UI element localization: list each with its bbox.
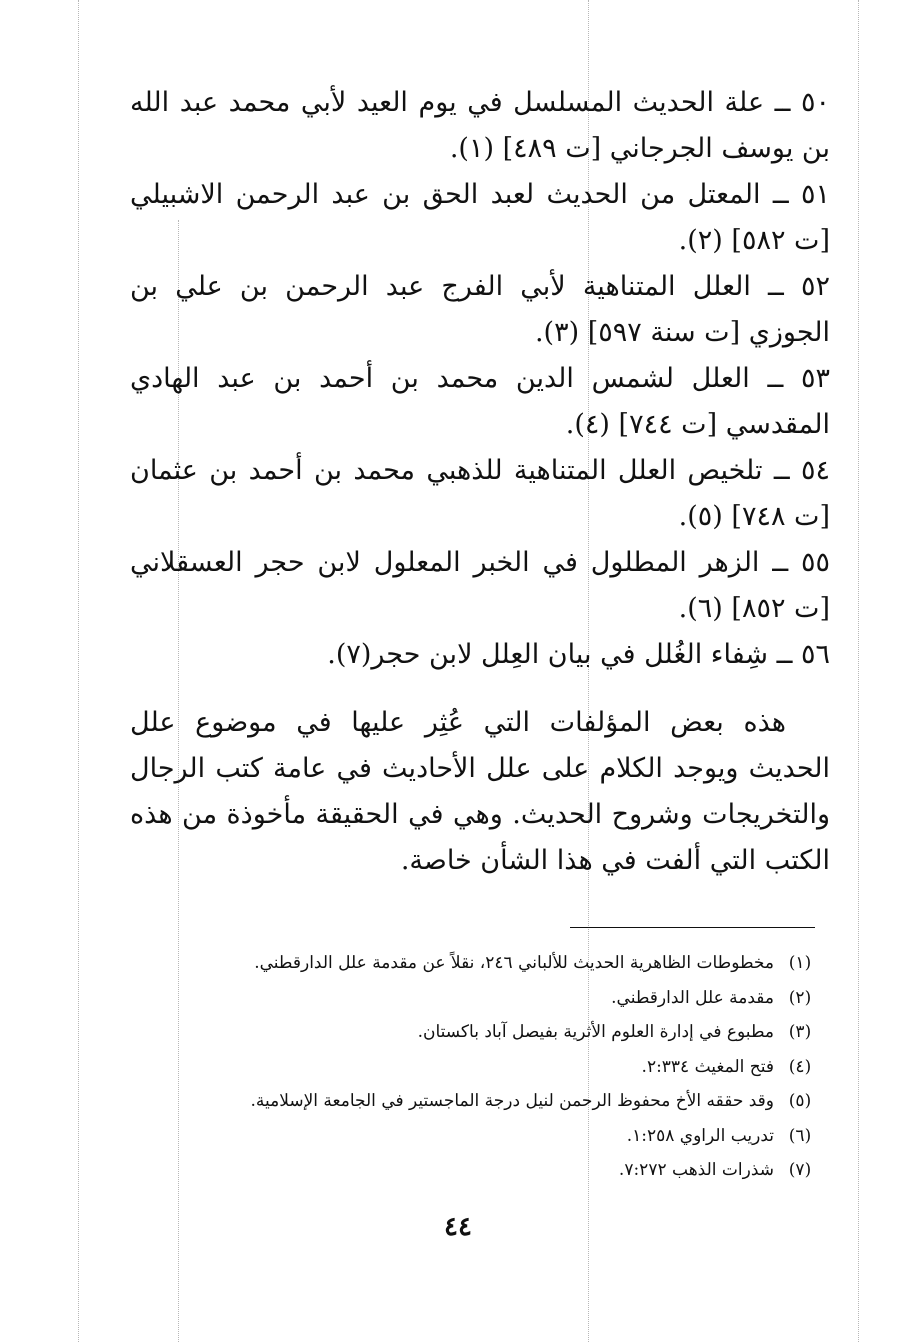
footnote-text: تدريب الراوي ١:٢٥٨.: [626, 1125, 774, 1146]
scan-gutter-line: [858, 0, 859, 1342]
footnote-number: (٧): [788, 1160, 812, 1180]
footnote: [130, 981, 818, 1016]
footnote-number: (٤): [788, 1056, 812, 1077]
footnote-text: شذرات الذهب ٧:٢٧٢.: [618, 1160, 774, 1180]
footnote-number: (٦): [788, 1125, 812, 1146]
footnote-number: (١): [788, 953, 812, 973]
footnote: [130, 1119, 818, 1154]
footnote-number: (٢): [788, 987, 812, 1008]
footnote: [130, 1050, 818, 1085]
footnote: [130, 1153, 818, 1188]
footnote-text: مطبوع في إدارة العلوم الأثرية بفيصل آباد باكستان.: [417, 1022, 774, 1042]
list-item: ٥٣ ــ العلل لشمس الدين محمد بن أحمد بن عبد الهادي المقدسي [ت ٧٤٤] (٤).: [130, 363, 830, 440]
body-paragraph: هذه بعض المؤلفات التي عُثِر عليها في موضوع علل الحديث ويوجد الكلام على علل الأحاديث في عامة كتب الرجال والتخريجات وشروح الحديث. وهي في الحقيقة مأخوذة من هذه الكتب التي ألفت في هذا الشأن خاصة.: [130, 707, 830, 876]
list-item: ٥١ ــ المعتل من الحديث لعبد الحق بن عبد الرحمن الاشبيلي [ت ٥٨٢] (٢).: [130, 179, 830, 256]
main-text: [130, 80, 830, 884]
list-item: ٥٥ ــ الزهر المطلول في الخبر المعلول لابن حجر العسقلاني [ت ٨٥٢] (٦).: [130, 547, 830, 624]
list-item: ٥٦ ــ شِفاء الغُلل في بيان العِلل لابن حجر(٧).: [327, 639, 830, 670]
footnotes: [130, 946, 818, 1188]
list-item: ٥٠ ــ علة الحديث المسلسل في يوم العيد لأبي محمد عبد الله بن يوسف الجرجاني [ت ٤٨٩] (١).: [130, 87, 830, 164]
page-number: ٤٤: [444, 1212, 472, 1242]
list-item: ٥٢ ــ العلل المتناهية لأبي الفرج عبد الرحمن بن علي بن الجوزي [ت سنة ٥٩٧] (٣).: [130, 271, 830, 348]
footnote-text: مقدمة علل الدارقطني.: [611, 987, 774, 1008]
footnote-text: وقد حققه الأخ محفوظ الرحمن لنيل درجة الماجستير في الجامعة الإسلامية.: [250, 1091, 774, 1111]
scan-gutter-line: [78, 0, 79, 1342]
footnote-text: فتح المغيث ٢:٣٣٤.: [641, 1056, 774, 1077]
footnote: [130, 1084, 818, 1119]
list-item: ٥٤ ــ تلخيص العلل المتناهية للذهبي محمد بن أحمد بن عثمان [ت ٧٤٨] (٥).: [130, 455, 830, 532]
footnote: [130, 946, 818, 981]
footnote-separator: [570, 927, 815, 928]
footnote: [130, 1015, 818, 1050]
footnote-text: مخطوطات الظاهرية الحديث للألباني ٢٤٦، نقلاً عن مقدمة علل الدارقطني.: [254, 953, 774, 973]
footnote-number: (٣): [788, 1022, 812, 1042]
footnote-number: (٥): [788, 1091, 812, 1111]
